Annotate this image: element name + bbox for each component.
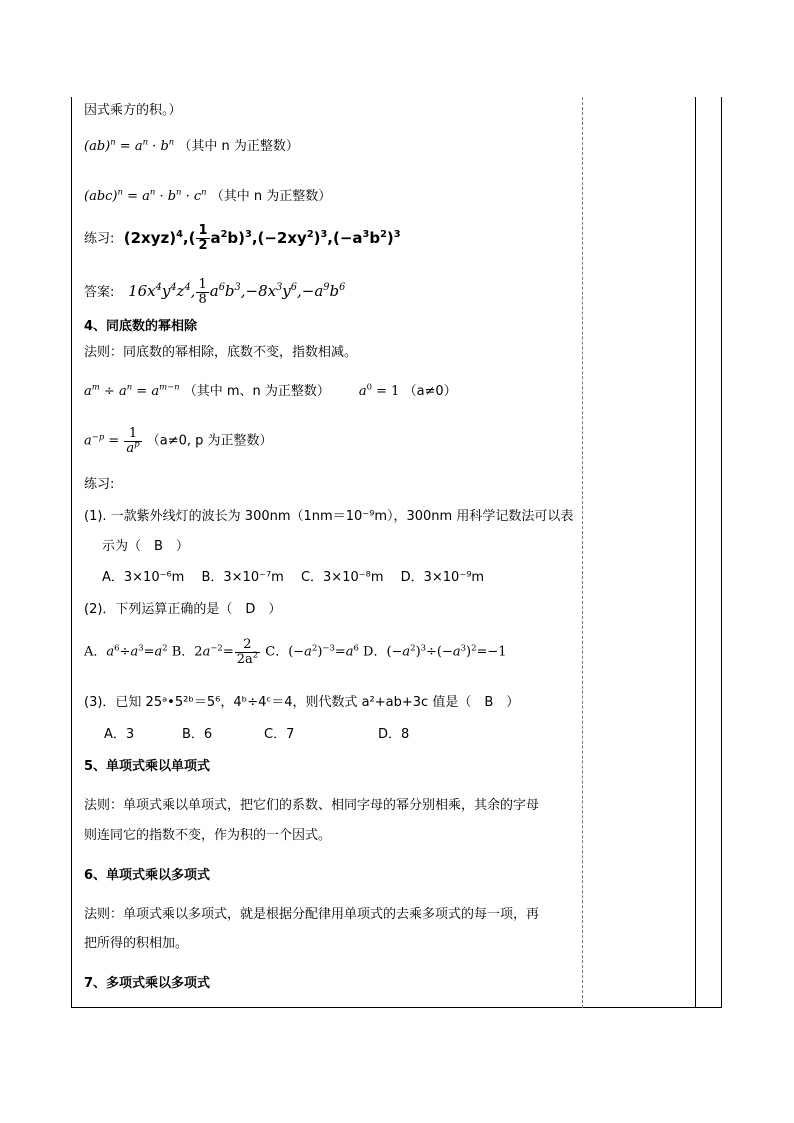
question-2-options: A．$a^6\div a^3=a^2$ B．$2a^{-2}=$ $\frac{2}{2a^2}$ C．$(-a^2)^{-3}=a^6$ D．$(-a^2)^3\div(-a^3)^2=-1$ (84, 637, 507, 667)
formula-product-power-3: $(abc)^n = a^n \cdot b^n \cdot c^n$ （其中 n 为正整数） (84, 186, 332, 204)
question-1-options: A．3×10⁻⁶m B．3×10⁻⁷m C．3×10⁻⁸m D．3×10⁻⁹m (102, 570, 485, 585)
exercise-label: 练习: (84, 231, 115, 247)
answer-label: 答案: (84, 285, 115, 301)
section-4-rule: 法则：同底数的幂相除，底数不变，指数相减。 (84, 345, 358, 360)
text-line: 因式乘方的积。） (84, 103, 182, 118)
formula-quotient: $a^m \div a^n = a^{m-n}$ （其中 m、n 为正整数） $a^0 = 1$ （a≠0） (84, 381, 457, 399)
formula-negative-exponent: $a^{-p}$ = $\frac{1}{a^p}$ （a≠0, p 为正整数） (84, 426, 273, 456)
section-5-title: 5、单项式乘以单项式 (84, 759, 211, 774)
section-7-title: 7、多项式乘以多项式 (84, 976, 211, 991)
question-2: (2)．下列运算正确的是（ D ） (84, 602, 282, 617)
formula-product-power: $(ab)^n = a^n \cdot b^n$ （其中 n 为正整数） (84, 136, 299, 154)
section-6-title: 6、单项式乘以多项式 (84, 868, 211, 883)
formula-note: （其中 n 为正整数） (210, 189, 332, 204)
formula-note: （其中 m、n 为正整数） (183, 384, 330, 399)
question-3-option-c: C．7 (264, 727, 295, 742)
column-divider-dashed (582, 97, 583, 1008)
section-5-rule-1: 法则：单项式乘以单项式，把它们的系数、相同字母的幂分别相乘，其余的字母 (84, 798, 540, 813)
question-3-option-d: D．8 (378, 727, 410, 742)
exercise-line: 练习: $(2xyz)^4$,( $\frac{1}{2}$ $a^2b)^3,(-2xy^2)^3,(-a^3b^2)^3$ (84, 223, 401, 253)
question-1-line-1: (1). 一款紫外线灯的波长为 300nm（1nm＝10⁻⁹m），300nm 用科学记数法可以表 (84, 509, 574, 524)
formula-note: （其中 n 为正整数） (178, 139, 299, 154)
formula-note: （a≠0） (403, 384, 457, 399)
question-3-option-b: B．6 (182, 727, 213, 742)
column-divider (695, 97, 696, 1008)
question-3-option-a: A．3 (104, 727, 135, 742)
question-1-line-2: 示为（ B ） (102, 539, 189, 554)
section-4-title: 4、同底数的幂相除 (84, 319, 198, 334)
practice-label: 练习: (84, 477, 115, 492)
section-6-rule-1: 法则：单项式乘以多项式，就是根据分配律用单项式的去乘多项式的每一项，再 (84, 907, 540, 922)
section-6-rule-2: 把所得的积相加。 (84, 936, 189, 951)
section-5-rule-2: 则连同它的指数不变，作为积的一个因式。 (84, 828, 332, 843)
answer-line: 答案: $16x^4y^4z^4$, $\frac{1}{8}$ $a^6b^3,-8x^3y^6,-a^9b^6$ (84, 277, 346, 307)
question-3: (3)．已知 25ᵃ•5²ᵇ＝5⁶，4ᵇ÷4ᶜ＝4，则代数式 a²+ab+3c 值是（ B ） (84, 695, 520, 710)
formula-note: （a≠0, p 为正整数） (146, 433, 273, 449)
